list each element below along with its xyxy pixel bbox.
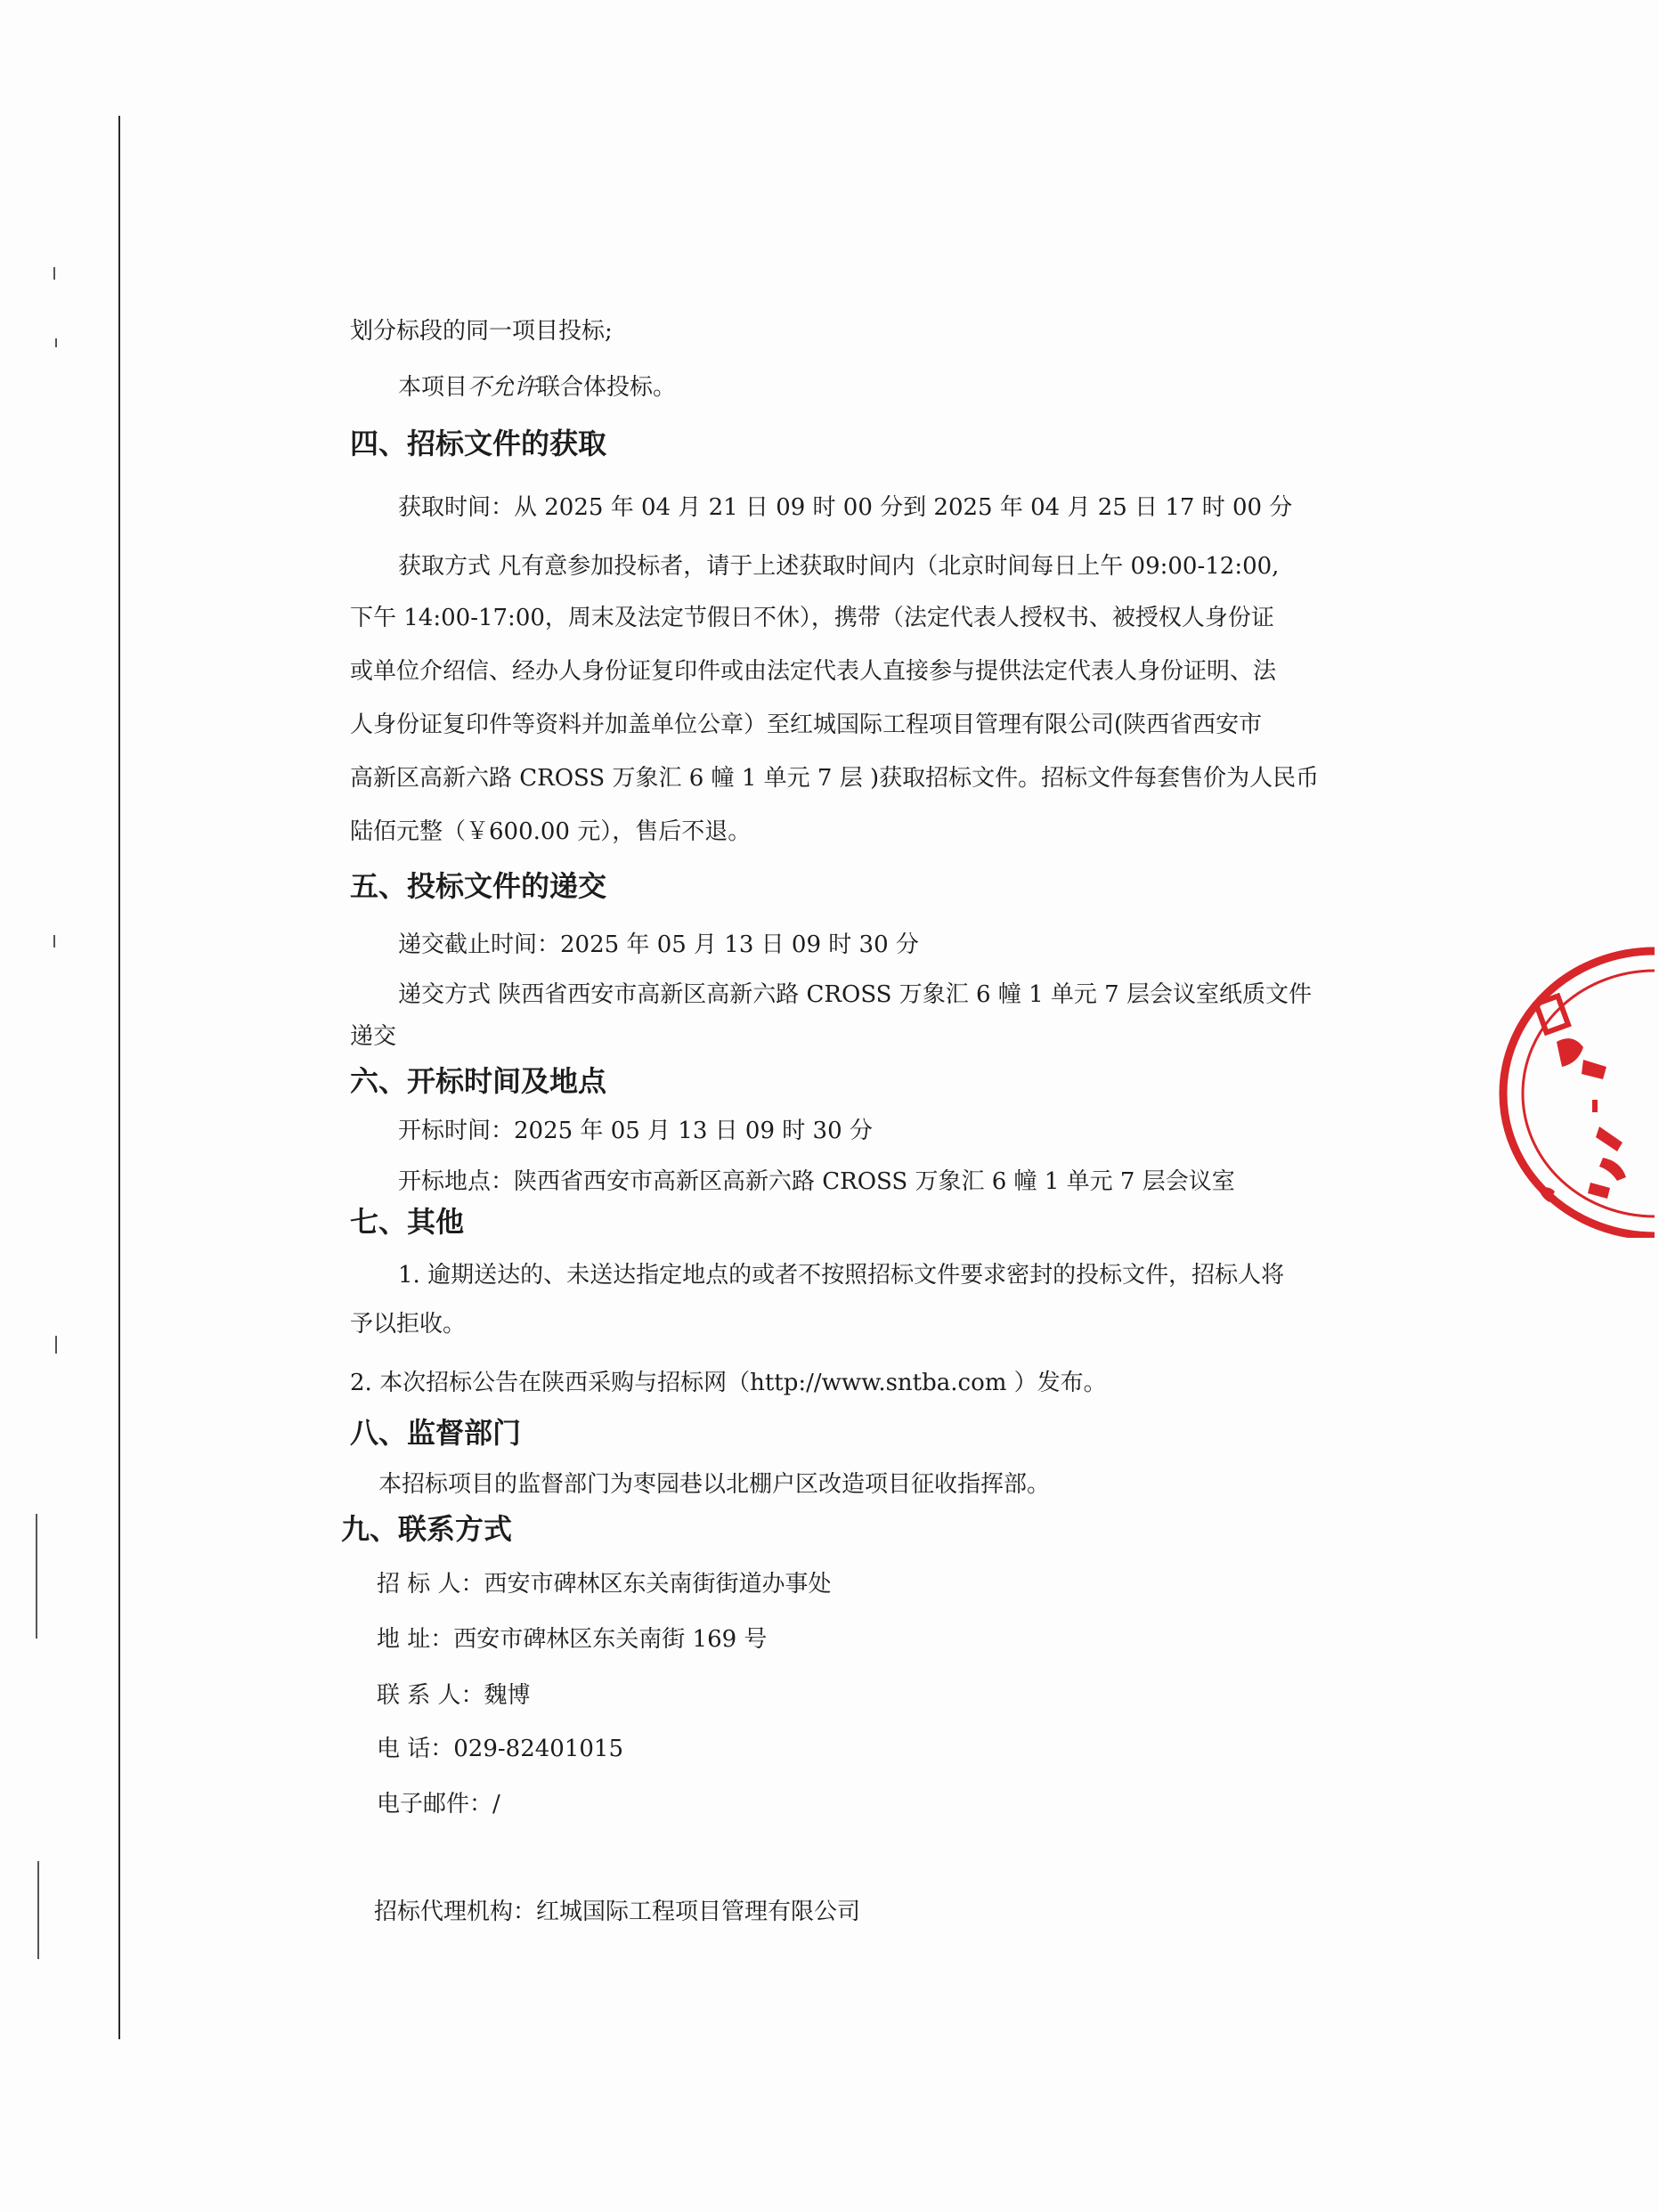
contact-tenderer: 招 标 人：西安市碑林区东关南街街道办事处 (377, 1571, 832, 1598)
scan-mark (55, 1336, 57, 1354)
contact-email: 电子邮件：/ (377, 1791, 500, 1818)
official-seal-stamp (1485, 944, 1655, 1238)
intro-text: 本项目 (398, 374, 468, 401)
section-7-item-2: 2. 本次招标公告在陕西采购与招标网（http://www.sntba.com ）发布。 (350, 1370, 1107, 1396)
section-7-heading: 七、其他 (350, 1205, 465, 1239)
section-9-heading: 九、联系方式 (341, 1512, 513, 1546)
section-6-heading: 六、开标时间及地点 (350, 1064, 607, 1098)
seal-graphic (1485, 944, 1655, 1238)
section-4-method-line: 人身份证复印件等资料并加盖单位公章）至红城国际工程项目管理有限公司(陕西省西安市 (350, 712, 1263, 738)
section-4-time: 获取时间：从 2025 年 04 月 21 日 09 时 00 分到 2025 年 04 月 25 日 17 时 00 分 (398, 494, 1293, 521)
section-7-item-1-cont: 予以拒收。 (350, 1311, 467, 1338)
contact-address: 地 址：西安市碑林区东关南街 169 号 (377, 1626, 768, 1653)
binding-line (118, 116, 120, 2039)
section-5-method-line: 递交方式 陕西省西安市高新区高新六路 CROSS 万象汇 6 幢 1 单元 7 层会议室纸质文件 (398, 981, 1312, 1008)
scan-mark (53, 935, 55, 947)
scan-mark (36, 1514, 37, 1639)
section-8-text: 本招标项目的监督部门为枣园巷以北棚户区改造项目征收指挥部。 (378, 1471, 1051, 1498)
section-4-method-line: 陆佰元整（￥600.00 元），售后不退。 (350, 818, 752, 845)
contact-agency: 招标代理机构：红城国际工程项目管理有限公司 (374, 1899, 861, 1925)
section-6-time: 开标时间：2025 年 05 月 13 日 09 时 30 分 (398, 1118, 873, 1144)
intro-line-1 (350, 316, 613, 346)
section-4-method-line: 高新区高新六路 CROSS 万象汇 6 幢 1 单元 7 层 )获取招标文件。招标文件每套售价为人民币 (350, 765, 1320, 792)
section-4-method-line: 获取方式 凡有意参加投标者，请于上述获取时间内（北京时间每日上午 09:00-12:00, (398, 553, 1280, 580)
section-4-method-line: 下午 14:00-17:00，周末及法定节假日不休），携带（法定代表人授权书、被授权人身份证 (350, 605, 1274, 631)
section-5-deadline: 递交截止时间：2025 年 05 月 13 日 09 时 30 分 (398, 931, 919, 958)
scan-mark (53, 267, 55, 280)
contact-person: 联 系 人：魏博 (377, 1682, 531, 1709)
intro-line-2 (398, 372, 676, 403)
section-8-heading: 八、监督部门 (350, 1416, 522, 1450)
scan-mark (37, 1861, 39, 1959)
scan-mark (55, 338, 57, 347)
section-5-method-line: 递交 (350, 1023, 397, 1050)
section-4-heading: 四、招标文件的获取 (350, 427, 607, 460)
section-6-place: 开标地点：陕西省西安市高新区高新六路 CROSS 万象汇 6 幢 1 单元 7 层会议室 (398, 1168, 1235, 1195)
section-7-item-1: 1. 逾期送达的、未送达指定地点的或者不按照招标文件要求密封的投标文件，招标人将 (398, 1262, 1285, 1289)
intro-italic-text: 不允许 (468, 374, 538, 401)
intro-text: 划分标段的同一项目投标; (350, 318, 613, 345)
section-5-heading: 五、投标文件的递交 (350, 869, 607, 903)
contact-phone: 电 话：029-82401015 (377, 1736, 624, 1762)
intro-text: 联合体投标。 (537, 374, 677, 401)
section-4-method-line: 或单位介绍信、经办人身份证复印件或由法定代表人直接参与提供法定代表人身份证明、法 (350, 658, 1277, 685)
